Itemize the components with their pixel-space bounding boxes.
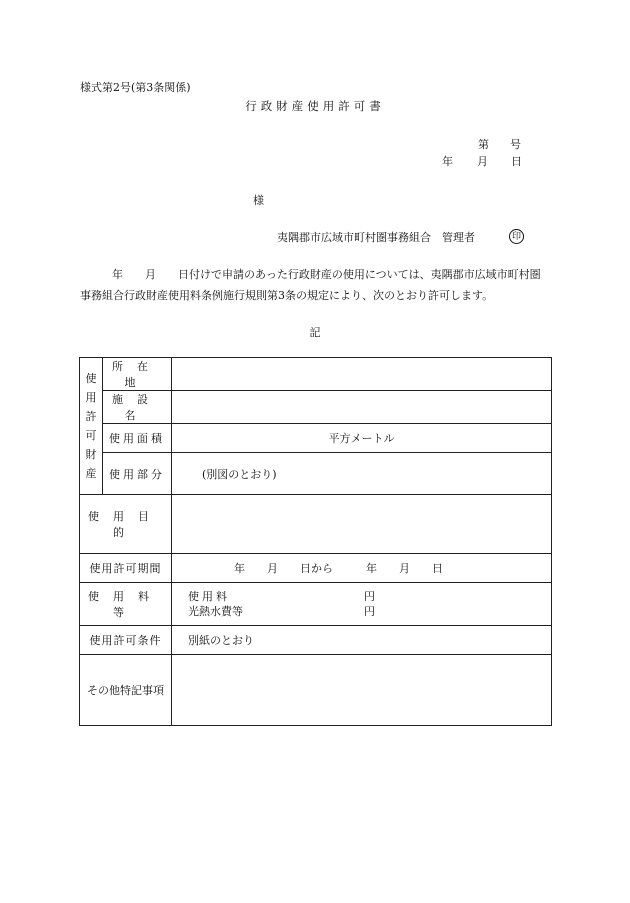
area-label: 使用面積 <box>103 424 172 453</box>
location-label: 所在地 <box>103 358 172 391</box>
fee-line-1 <box>188 589 551 604</box>
fee-line-2-label: 光熱水費等 <box>188 605 243 618</box>
row-part <box>80 453 552 495</box>
permit-table <box>79 357 552 726</box>
group-char: 許 <box>85 410 97 423</box>
part-label: 使用部分 <box>103 453 172 495</box>
group-char: 用 <box>85 391 97 404</box>
row-location <box>80 358 552 391</box>
period-value: 年 月 日から 年 月 日 <box>172 554 552 583</box>
form-number: 様式第2号(第3条関係) <box>80 81 191 94</box>
purpose-value <box>172 495 552 554</box>
fee-line-1-unit: 円 <box>364 590 375 603</box>
row-area <box>80 424 552 453</box>
date-month-label: 月 <box>477 155 488 168</box>
group-char: 使 <box>85 372 97 385</box>
row-fee <box>80 583 552 626</box>
fee-line-1-label: 使用料 <box>188 590 230 603</box>
issuer-name: 夷隅郡市広域市町村圏事務組合 管理者 <box>277 231 475 244</box>
date-day-label: 日 <box>511 155 522 168</box>
number-label-go: 号 <box>510 138 521 151</box>
fee-value <box>172 583 552 626</box>
part-value: (別図のとおり) <box>172 453 552 495</box>
location-value <box>172 358 552 391</box>
fee-line-2 <box>188 604 551 619</box>
row-period <box>80 554 552 583</box>
body-paragraph: 年 月 日付けで申請のあった行政財産の使用については、夷隅郡市広域市町村圏事務組合行政財産使用料条例施行規則第3条の規定により、次のとおり許可します。 <box>80 268 541 302</box>
date-year-label: 年 <box>442 155 453 168</box>
conditions-label: 使用許可条件 <box>80 626 172 655</box>
group-char: 財 <box>85 448 97 461</box>
ki-heading: 記 <box>309 326 321 339</box>
period-label: 使用許可期間 <box>80 554 172 583</box>
fee-line-2-unit: 円 <box>364 605 375 618</box>
number-label-dai: 第 <box>478 138 489 151</box>
addressee-sama: 様 <box>253 194 264 207</box>
facility-value <box>172 391 552 424</box>
purpose-label: 使用目的 <box>80 495 172 554</box>
row-notes <box>80 655 552 726</box>
group-char: 可 <box>85 429 97 442</box>
facility-label: 施設名 <box>103 391 172 424</box>
document-title: 行政財産使用許可書 <box>245 99 385 113</box>
notes-label: その他特記事項 <box>80 655 172 726</box>
row-facility <box>80 391 552 424</box>
seal-mark: 印 <box>509 229 524 244</box>
conditions-value: 別紙のとおり <box>172 626 552 655</box>
group-char: 産 <box>85 467 97 480</box>
row-purpose <box>80 495 552 554</box>
fee-label: 使用料等 <box>80 583 172 626</box>
row-conditions <box>80 626 552 655</box>
area-unit: 平方メートル <box>172 424 552 453</box>
group-label-cell <box>80 358 103 495</box>
notes-value <box>172 655 552 726</box>
